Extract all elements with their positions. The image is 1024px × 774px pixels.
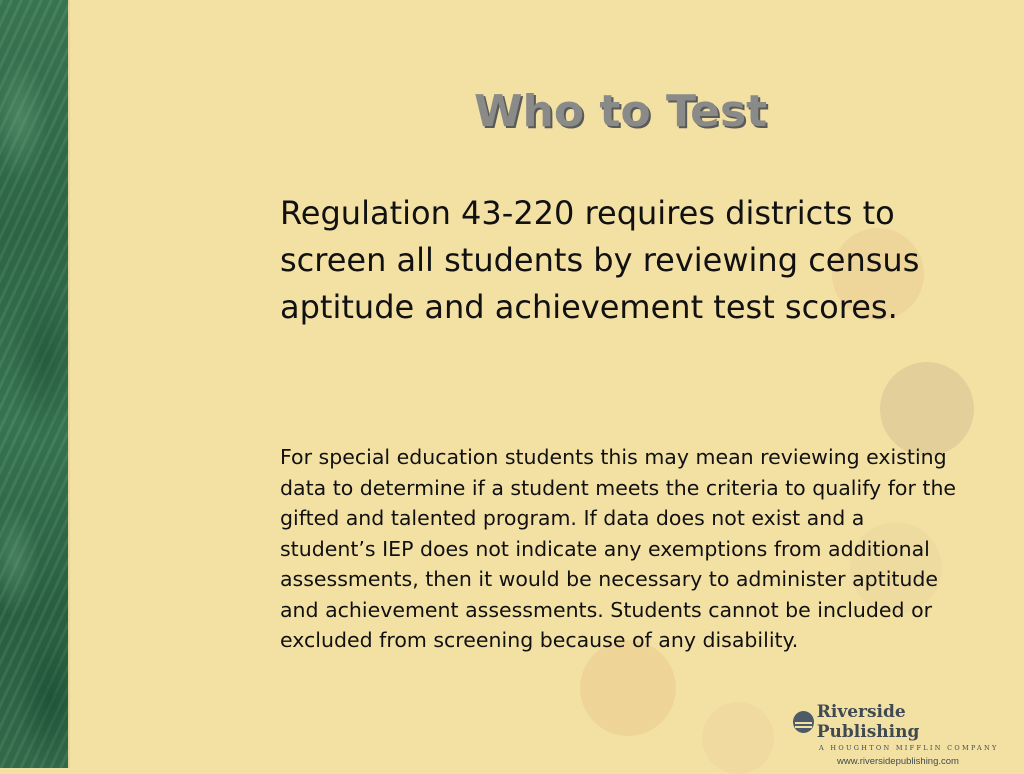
publisher-logo bbox=[793, 702, 1003, 767]
main-paragraph: Regulation 43-220 requires districts to screen all students by reviewing census aptitude and achievement test scores. bbox=[280, 194, 920, 326]
logo-name: Riverside Publishing bbox=[816, 702, 920, 742]
slide-title: Who to Test bbox=[474, 86, 768, 137]
decorative-circle-5 bbox=[702, 702, 774, 774]
marble-sidebar bbox=[0, 0, 70, 768]
logo-url: www.riversidepublishing.com bbox=[837, 756, 959, 767]
globe-icon bbox=[793, 711, 814, 733]
sidebar-edge bbox=[68, 0, 70, 768]
logo-tagline: A HOUGHTON MIFFLIN COMPANY bbox=[819, 744, 999, 752]
detail-paragraph: For special education students this may mean reviewing existing data to determine if a student meets the criteria to qualify for the gifted and talented program. If data does not exist and a student’s IEP does not indicate any exemptions from additional assessments, then it would be necessary to administer aptitude and achievement assessments. Students cannot be included or excluded from screening because of any disability. bbox=[280, 445, 957, 652]
